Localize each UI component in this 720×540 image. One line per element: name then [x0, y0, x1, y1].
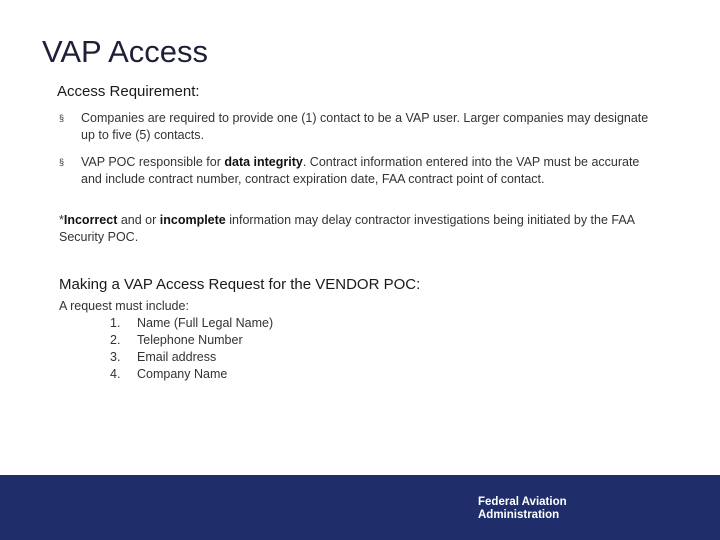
footer-bar [0, 475, 720, 540]
org-name-line1: Federal Aviation [478, 496, 567, 508]
item-text: Telephone Number [137, 333, 243, 347]
request-intro: A request must include: [59, 299, 189, 313]
list-item [110, 315, 273, 332]
list-item [110, 349, 273, 366]
item-text: Company Name [137, 367, 228, 381]
item-number: 3. [110, 350, 121, 364]
note-text-rest: information may delay contractor investigations being initiated by the FAA Security POC. [59, 213, 635, 244]
slide-title: VAP Access [42, 34, 208, 69]
item-text: Name (Full Legal Name) [137, 316, 274, 330]
bullet-text: Companies are required to provide one (1) contact to be a VAP user. Larger companies may designate up to five (5) contacts. [81, 111, 649, 142]
bullet-text-continued: . Contract information entered into the VAP must be accurate and include contract number, contract expiration date, FAA contract point of contact. [81, 155, 640, 186]
note-emphasis-incomplete: incomplete [159, 213, 226, 227]
access-requirement-list [57, 110, 657, 198]
list-item [57, 154, 657, 188]
list-item [110, 366, 273, 383]
square-bullet-icon: § [59, 157, 65, 167]
request-heading: Making a VAP Access Request for the VENDOR POC: [59, 276, 421, 293]
note-emphasis-incorrect: Incorrect [63, 213, 118, 227]
square-bullet-icon: § [59, 113, 65, 123]
bullet-emphasis: data integrity [224, 155, 303, 169]
note-asterisk: * [59, 213, 64, 227]
item-number: 1. [110, 316, 121, 330]
list-item [57, 110, 657, 144]
bullet-text: VAP POC responsible for [81, 155, 225, 169]
faa-org-name [478, 496, 567, 522]
item-text: Email address [137, 350, 217, 364]
list-item [110, 332, 273, 349]
org-name-line2: Administration [478, 509, 560, 521]
item-number: 2. [110, 333, 121, 347]
access-requirement-heading: Access Requirement: [57, 83, 200, 100]
request-requirements-list [110, 315, 273, 383]
item-number: 4. [110, 367, 121, 381]
disclaimer-note [59, 212, 649, 246]
note-text: and or [117, 213, 160, 227]
